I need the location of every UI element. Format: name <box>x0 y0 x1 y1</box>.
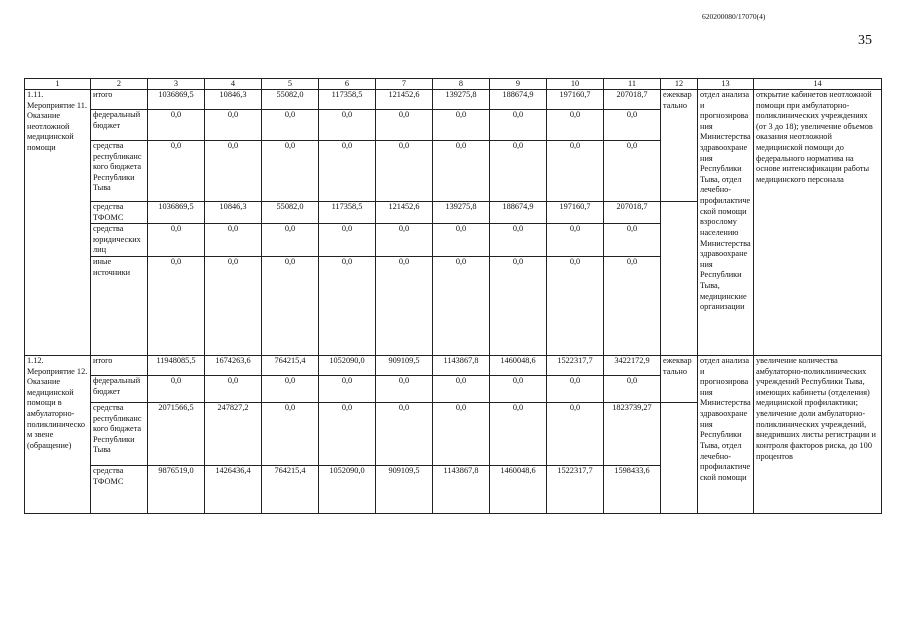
funding-source: итого <box>91 356 148 376</box>
value-cell: 1823739,27 <box>604 403 661 466</box>
value-cell: 0,0 <box>205 376 262 403</box>
value-cell: 121452,6 <box>376 202 433 224</box>
value-cell: 0,0 <box>319 403 376 466</box>
value-cell: 1036869,5 <box>148 90 205 110</box>
value-cell: 0,0 <box>205 110 262 141</box>
value-cell: 909109,5 <box>376 356 433 376</box>
value-cell: 0,0 <box>547 110 604 141</box>
value-cell: 247827,2 <box>205 403 262 466</box>
value-cell: 1460048,6 <box>490 466 547 514</box>
value-cell: 0,0 <box>433 403 490 466</box>
empty-cell <box>661 403 698 514</box>
measure-title: 1.12. Мероприятие 12. Оказание медицинской помощи в амбулаторно-поликлиническом звене (обращение) <box>25 356 91 514</box>
value-cell: 0,0 <box>433 224 490 257</box>
value-cell: 0,0 <box>490 110 547 141</box>
column-number: 2 <box>91 79 148 90</box>
value-cell: 0,0 <box>262 141 319 202</box>
value-cell: 1036869,5 <box>148 202 205 224</box>
value-cell: 0,0 <box>547 403 604 466</box>
document-code: 620200080/17070(4) <box>702 12 766 21</box>
measures-table <box>24 78 882 514</box>
column-number: 9 <box>490 79 547 90</box>
value-cell: 197160,7 <box>547 90 604 110</box>
value-cell: 0,0 <box>376 141 433 202</box>
value-cell: 1052090,0 <box>319 356 376 376</box>
value-cell: 1460048,6 <box>490 356 547 376</box>
value-cell: 0,0 <box>376 257 433 356</box>
value-cell: 121452,6 <box>376 90 433 110</box>
column-number: 7 <box>376 79 433 90</box>
value-cell: 0,0 <box>547 224 604 257</box>
value-cell: 197160,7 <box>547 202 604 224</box>
value-cell: 0,0 <box>433 257 490 356</box>
value-cell: 0,0 <box>604 224 661 257</box>
funding-source: средства республиканского бюджета Республики Тыва <box>91 141 148 202</box>
frequency: ежеквартально <box>661 90 698 202</box>
value-cell: 0,0 <box>547 257 604 356</box>
value-cell: 10846,3 <box>205 202 262 224</box>
value-cell: 0,0 <box>319 376 376 403</box>
value-cell: 11948085,5 <box>148 356 205 376</box>
value-cell: 10846,3 <box>205 90 262 110</box>
value-cell: 0,0 <box>376 224 433 257</box>
value-cell: 0,0 <box>148 376 205 403</box>
value-cell: 0,0 <box>433 141 490 202</box>
value-cell: 0,0 <box>262 257 319 356</box>
column-number: 13 <box>698 79 754 90</box>
value-cell: 0,0 <box>319 141 376 202</box>
column-number: 1 <box>25 79 91 90</box>
value-cell: 764215,4 <box>262 466 319 514</box>
value-cell: 139275,8 <box>433 90 490 110</box>
value-cell: 1522317,7 <box>547 356 604 376</box>
column-number: 3 <box>148 79 205 90</box>
value-cell: 1426436,4 <box>205 466 262 514</box>
value-cell: 117358,5 <box>319 90 376 110</box>
value-cell: 188674,9 <box>490 90 547 110</box>
value-cell: 0,0 <box>148 141 205 202</box>
funding-source: средства ТФОМС <box>91 202 148 224</box>
value-cell: 1674263,6 <box>205 356 262 376</box>
value-cell: 0,0 <box>490 224 547 257</box>
value-cell: 0,0 <box>262 224 319 257</box>
value-cell: 0,0 <box>262 403 319 466</box>
responsible: отдел анализа и прогнозирования Министерства здравоохранения Республики Тыва, отдел лечебно-профилактической помощи взрослому населению Министерства здравоохранения Республики Тыва, медицинские организации <box>698 90 754 356</box>
value-cell: 0,0 <box>604 376 661 403</box>
value-cell: 2071566,5 <box>148 403 205 466</box>
value-cell: 0,0 <box>148 257 205 356</box>
value-cell: 3422172,9 <box>604 356 661 376</box>
funding-source: итого <box>91 90 148 110</box>
column-number: 12 <box>661 79 698 90</box>
responsible: отдел анализа и прогнозирования Министерства здравоохранения Республики Тыва, отдел лечебно-профилактической помощи <box>698 356 754 514</box>
value-cell: 207018,7 <box>604 202 661 224</box>
column-number: 6 <box>319 79 376 90</box>
value-cell: 0,0 <box>205 224 262 257</box>
funding-source: средства юридических лиц <box>91 224 148 257</box>
value-cell: 1598433,6 <box>604 466 661 514</box>
value-cell: 0,0 <box>148 224 205 257</box>
value-cell: 0,0 <box>205 257 262 356</box>
value-cell: 0,0 <box>319 110 376 141</box>
value-cell: 0,0 <box>376 403 433 466</box>
value-cell: 0,0 <box>262 110 319 141</box>
value-cell: 0,0 <box>547 376 604 403</box>
column-number: 11 <box>604 79 661 90</box>
column-number: 14 <box>754 79 882 90</box>
value-cell: 0,0 <box>205 141 262 202</box>
column-number: 8 <box>433 79 490 90</box>
value-cell: 0,0 <box>547 141 604 202</box>
value-cell: 9876519,0 <box>148 466 205 514</box>
value-cell: 0,0 <box>433 110 490 141</box>
expected-result: увеличение количества амбулаторно-поликлинических учреждений Республики Тыва, имеющих кабинеты (отделения) медицинской профилактики; увеличение доли амбулаторно-поликлинических учреждений, внедривших листы регистрации и контроля факторов риска, до 100 процентов <box>754 356 882 514</box>
column-number: 10 <box>547 79 604 90</box>
page-number: 35 <box>858 33 872 48</box>
value-cell: 0,0 <box>319 224 376 257</box>
column-number-row <box>25 79 882 90</box>
measure-title: 1.11. Мероприятие 11. Оказание неотложной медицинской помощи <box>25 90 91 356</box>
value-cell: 1522317,7 <box>547 466 604 514</box>
column-number: 4 <box>205 79 262 90</box>
funding-source: средства ТФОМС <box>91 466 148 514</box>
value-cell: 909109,5 <box>376 466 433 514</box>
funding-source: федеральный бюджет <box>91 110 148 141</box>
value-cell: 0,0 <box>262 376 319 403</box>
value-cell: 1143867,8 <box>433 356 490 376</box>
value-cell: 207018,7 <box>604 90 661 110</box>
value-cell: 0,0 <box>604 141 661 202</box>
value-cell: 0,0 <box>433 376 490 403</box>
value-cell: 0,0 <box>490 141 547 202</box>
value-cell: 0,0 <box>604 110 661 141</box>
value-cell: 188674,9 <box>490 202 547 224</box>
empty-cell <box>661 202 698 356</box>
frequency: ежеквартально <box>661 356 698 403</box>
value-cell: 0,0 <box>490 257 547 356</box>
funding-source: иные источники <box>91 257 148 356</box>
value-cell: 0,0 <box>490 376 547 403</box>
value-cell: 1143867,8 <box>433 466 490 514</box>
column-number: 5 <box>262 79 319 90</box>
value-cell: 55082,0 <box>262 202 319 224</box>
value-cell: 117358,5 <box>319 202 376 224</box>
funding-source: средства республиканского бюджета Республики Тыва <box>91 403 148 466</box>
value-cell: 55082,0 <box>262 90 319 110</box>
value-cell: 764215,4 <box>262 356 319 376</box>
value-cell: 139275,8 <box>433 202 490 224</box>
funding-source: федеральный бюджет <box>91 376 148 403</box>
value-cell: 0,0 <box>376 376 433 403</box>
table-row <box>25 90 882 110</box>
expected-result: открытие кабинетов неотложной помощи при амбулаторно-поликлинических учреждениях (от 3 до 18); увеличение объемов оказания неотложной медицинской помощи до федерального норматива на основе интенсификации работы медицинского персонала <box>754 90 882 356</box>
value-cell: 0,0 <box>319 257 376 356</box>
table-row <box>25 356 882 376</box>
value-cell: 0,0 <box>376 110 433 141</box>
value-cell: 0,0 <box>604 257 661 356</box>
value-cell: 0,0 <box>490 403 547 466</box>
value-cell: 0,0 <box>148 110 205 141</box>
value-cell: 1052090,0 <box>319 466 376 514</box>
